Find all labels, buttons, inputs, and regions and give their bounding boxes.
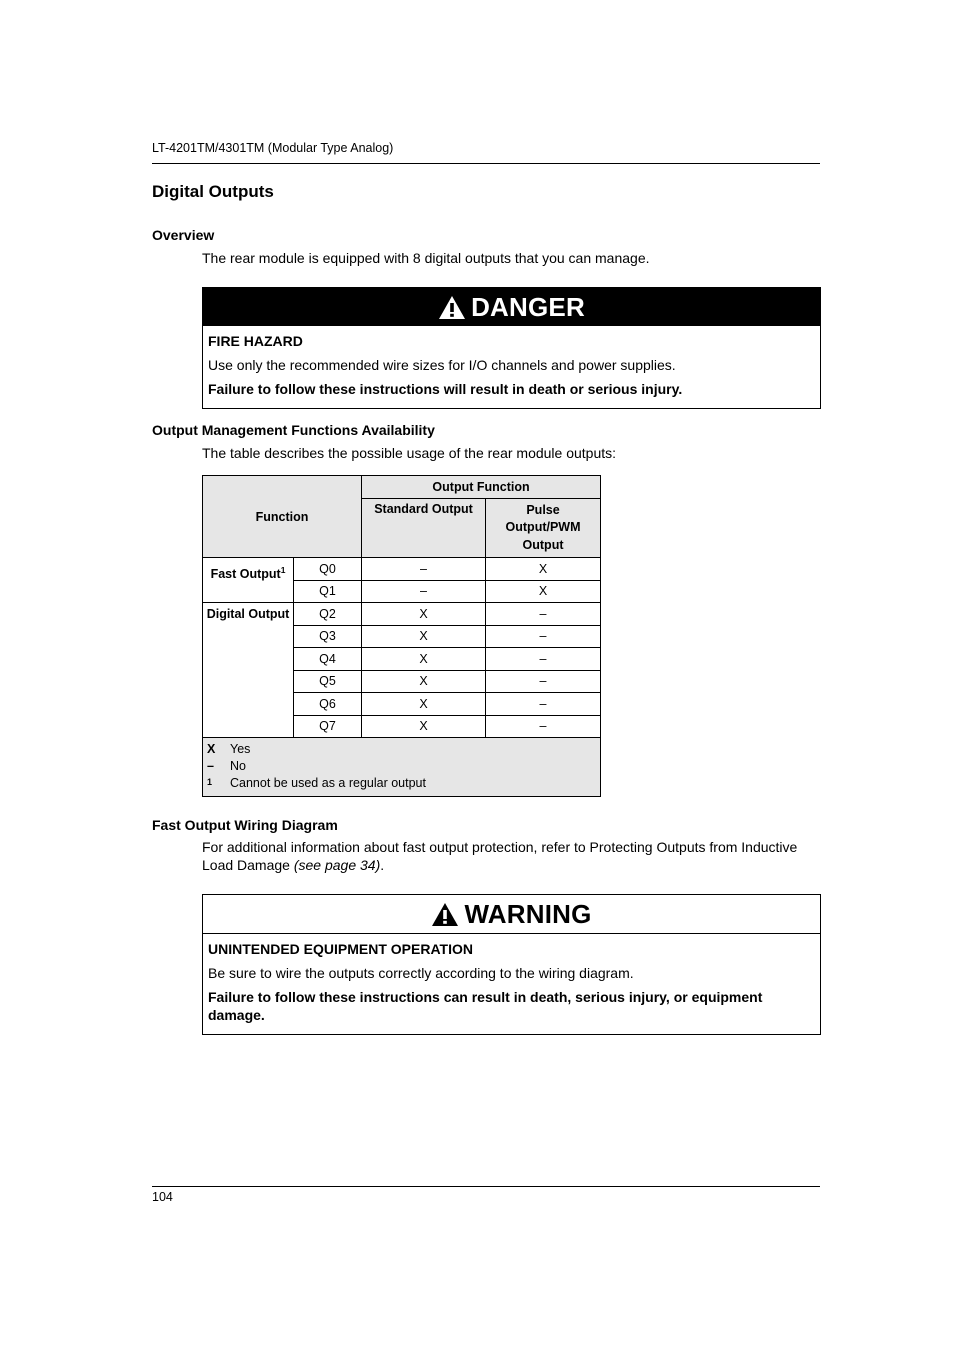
wiring-text-main: For additional information about fast output protection, refer to Protecting Outputs from Inductive Load Damage bbox=[202, 839, 798, 873]
wiring-heading: Fast Output Wiring Diagram bbox=[152, 817, 338, 833]
legend-text: No bbox=[230, 759, 246, 773]
fast-output-footnote-mark: 1 bbox=[280, 565, 286, 575]
channel-cell: Q4 bbox=[294, 648, 362, 671]
danger-instruction: Use only the recommended wire sizes for I/O channels and power supplies. bbox=[208, 357, 676, 373]
header-rule bbox=[152, 163, 820, 164]
channel-cell: Q7 bbox=[294, 715, 362, 738]
legend-key: X bbox=[207, 742, 216, 756]
pulse-cell: – bbox=[486, 715, 601, 738]
warning-notice bbox=[202, 894, 821, 1035]
channel-cell: Q2 bbox=[294, 603, 362, 626]
danger-consequence: Failure to follow these instructions will result in death or serious injury. bbox=[208, 381, 683, 397]
danger-label: DANGER bbox=[471, 291, 585, 322]
standard-cell: – bbox=[362, 558, 486, 581]
hazard-triangle-icon bbox=[438, 295, 466, 320]
hazard-triangle-icon bbox=[431, 902, 459, 927]
standard-cell: X bbox=[362, 625, 486, 648]
pulse-cell: – bbox=[486, 625, 601, 648]
channel-cell: Q5 bbox=[294, 670, 362, 693]
footer-rule bbox=[152, 1186, 820, 1187]
danger-notice bbox=[202, 287, 821, 409]
legend-item bbox=[207, 741, 596, 758]
warning-label: WARNING bbox=[464, 898, 592, 929]
standard-cell: X bbox=[362, 715, 486, 738]
pulse-cell: X bbox=[486, 558, 601, 581]
running-head: LT-4201TM/4301TM (Modular Type Analog) bbox=[152, 141, 394, 155]
danger-hazard: FIRE HAZARD bbox=[208, 333, 303, 349]
output-function-header: Output Function bbox=[362, 476, 601, 499]
legend-text: Cannot be used as a regular output bbox=[230, 776, 426, 790]
channel-cell: Q1 bbox=[294, 580, 362, 603]
channel-cell: Q3 bbox=[294, 625, 362, 648]
legend-text: Yes bbox=[230, 742, 251, 756]
legend-key: 1 bbox=[207, 777, 213, 787]
legend-item bbox=[207, 775, 596, 792]
pulse-output-header: Pulse Output/PWM Output bbox=[486, 499, 601, 558]
pulse-cell: – bbox=[486, 648, 601, 671]
fast-output-label: Fast Output bbox=[210, 567, 281, 582]
output-function-table bbox=[202, 475, 601, 797]
pulse-cell: – bbox=[486, 603, 601, 626]
wiring-text-end: . bbox=[380, 857, 385, 873]
overview-heading: Overview bbox=[152, 227, 215, 243]
standard-cell: X bbox=[362, 603, 486, 626]
section-title: Digital Outputs bbox=[152, 182, 274, 201]
channel-cell: Q6 bbox=[294, 693, 362, 716]
wiring-text bbox=[202, 838, 820, 874]
warning-consequence: Failure to follow these instructions can result in death, serious injury, or equipment damage. bbox=[208, 989, 763, 1023]
pulse-cell: – bbox=[486, 670, 601, 693]
channel-cell: Q0 bbox=[294, 558, 362, 581]
legend-item bbox=[207, 758, 596, 775]
warning-hazard: UNINTENDED EQUIPMENT OPERATION bbox=[208, 941, 473, 957]
page-number: 104 bbox=[152, 1190, 173, 1204]
standard-cell: – bbox=[362, 580, 486, 603]
availability-heading: Output Management Functions Availability bbox=[152, 422, 435, 438]
standard-output-header: Standard Output bbox=[362, 499, 486, 558]
warning-banner bbox=[203, 895, 820, 934]
function-header: Function bbox=[203, 476, 362, 558]
legend-key: – bbox=[207, 759, 214, 773]
availability-text: The table describes the possible usage of the rear module outputs: bbox=[202, 445, 617, 461]
standard-cell: X bbox=[362, 693, 486, 716]
digital-output-group: Digital Output bbox=[203, 603, 294, 738]
fast-output-group bbox=[203, 558, 294, 603]
pulse-cell: – bbox=[486, 693, 601, 716]
warning-instruction: Be sure to wire the outputs correctly according to the wiring diagram. bbox=[208, 965, 634, 981]
standard-cell: X bbox=[362, 670, 486, 693]
danger-banner bbox=[203, 288, 820, 326]
table-legend bbox=[203, 738, 601, 797]
standard-cell: X bbox=[362, 648, 486, 671]
pulse-cell: X bbox=[486, 580, 601, 603]
wiring-page-ref[interactable]: (see page 34) bbox=[293, 857, 381, 873]
overview-text: The rear module is equipped with 8 digital outputs that you can manage. bbox=[202, 250, 650, 266]
